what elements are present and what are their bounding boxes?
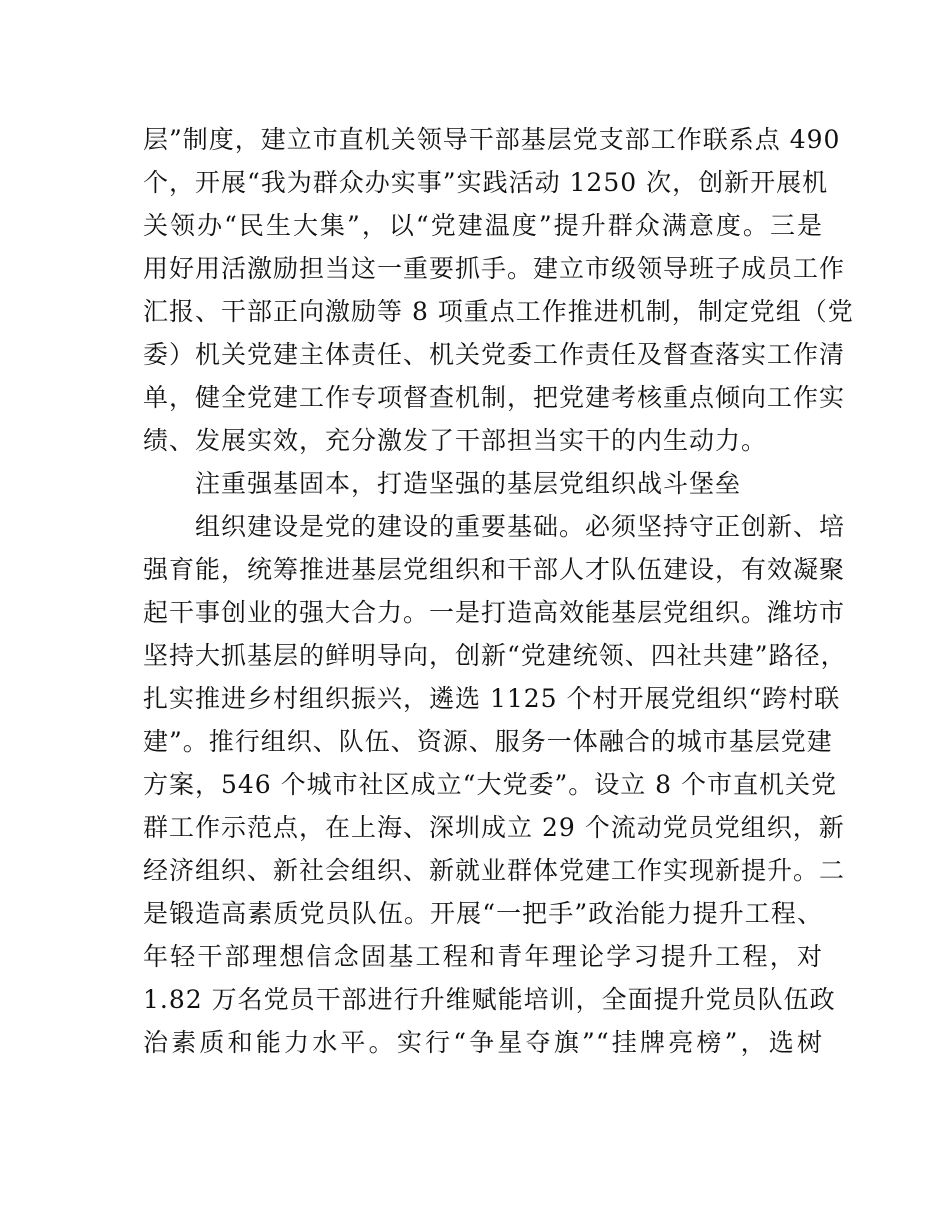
- paragraph-line: 扎实推进乡村组织振兴，遴选 1125 个村开展党组织“跨村联: [143, 684, 841, 713]
- paragraph-line: 是锻造高素质党员队伍。开展“一把手”政治能力提升工程、: [143, 899, 823, 928]
- document-body: [143, 118, 854, 1064]
- paragraph-line: 个，开展“我为群众办实事”实践活动 1250 次，创新开展机: [143, 168, 829, 197]
- paragraph-line: 组织建设是党的建设的重要基础。必须坚持守正创新、培: [195, 512, 846, 541]
- paragraph-line: 群工作示范点，在上海、深圳成立 29 个流动党员党组织，新: [143, 813, 845, 842]
- paragraph-line: 起干事创业的强大合力。一是打造高效能基层党组织。潍坊市: [143, 598, 846, 627]
- paragraph-line: 强育能，统筹推进基层党组织和干部人才队伍建设，有效凝聚: [143, 555, 846, 584]
- paragraph-line: 层”制度，建立市直机关领导干部基层党支部工作联系点 490: [143, 125, 841, 154]
- paragraph-line: 关领办“民生大集”，以“党建温度”提升群众满意度。三是: [143, 211, 823, 240]
- paragraph-line: 单，健全党建工作专项督查机制，把党建考核重点倾向工作实: [143, 383, 846, 412]
- paragraph-line: 汇报、干部正向激励等 8 项重点工作推进机制，制定党组（党: [143, 297, 854, 326]
- paragraph-line: 建”。推行组织、队伍、资源、服务一体融合的城市基层党建: [143, 727, 833, 756]
- paragraph-line: 1.82 万名党员干部进行升维赋能培训，全面提升党员队伍政: [143, 985, 836, 1014]
- paragraph-line: 委）机关党建主体责任、机关党委工作责任及督查落实工作清: [143, 340, 846, 369]
- section-heading: 注重强基固本，打造坚强的基层党组织战斗堡垒: [195, 469, 742, 498]
- paragraph-line: 用好用活激励担当这一重要抓手。建立市级领导班子成员工作: [143, 254, 846, 283]
- paragraph-line: 绩、发展实效，充分激发了干部担当实干的内生动力。: [143, 426, 768, 455]
- paragraph-line: 方案，546 个城市社区成立“大党委”。设立 8 个市直机关党: [143, 770, 838, 799]
- paragraph-line: 经济组织、新社会组织、新就业群体党建工作实现新提升。二: [143, 856, 846, 885]
- paragraph-line: 坚持大抓基层的鲜明导向，创新“党建统领、四社共建”路径，: [143, 641, 847, 670]
- paragraph-line: 治素质和能力水平。实行“争星夺旗”“挂牌亮榜”，选树: [143, 1028, 823, 1057]
- paragraph-line: 年轻干部理想信念固基工程和青年理论学习提升工程，对: [143, 942, 823, 971]
